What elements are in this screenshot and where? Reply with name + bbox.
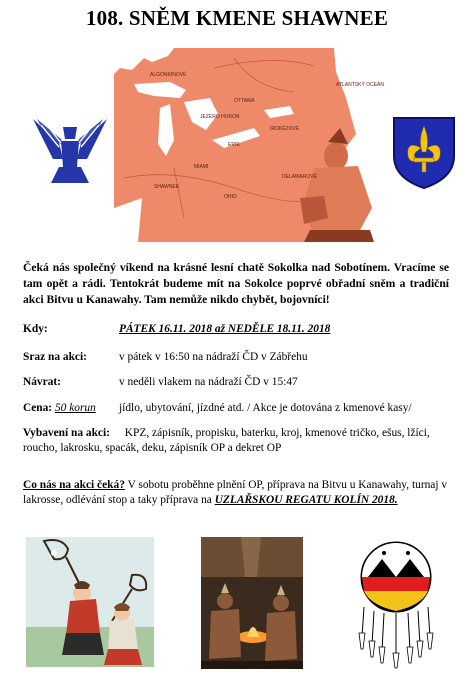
return-label: Návrat: <box>23 376 61 388</box>
price-row <box>23 401 453 416</box>
page-title: 108. SNĚM KMENE SHAWNEE <box>85 6 389 30</box>
return-row <box>23 375 453 390</box>
program-row <box>23 478 453 508</box>
map-label-ocean: ATLANTSKÝ OCEÁN <box>336 82 384 88</box>
return-value: v neděli vlakem na nádraží ČD v 15:47 <box>119 376 298 388</box>
eagle-emblem-icon <box>33 115 107 185</box>
meet-row <box>23 350 453 365</box>
lacrosse-players-illustration <box>26 537 154 667</box>
equipment-label: Vybavení na akci: <box>23 427 110 439</box>
council-fire-painting <box>201 537 303 669</box>
when-value: PÁTEK 16.11. 2018 až NEDĚLE 18.11. 2018 <box>119 323 331 335</box>
map-label: OTTAWA <box>234 98 255 104</box>
price-label: Cena: <box>23 402 53 414</box>
map-label: SHAWNEE <box>154 184 180 190</box>
when-row <box>23 322 453 337</box>
map-label: ALGONKINOVÉ <box>150 72 187 78</box>
equipment-row <box>23 426 453 456</box>
meet-value: v pátek v 16:50 na nádraží ČD v Zábřehu <box>119 351 308 363</box>
map-label: DELAWAROVÉ <box>282 174 317 180</box>
meet-label: Sraz na akci: <box>23 351 87 363</box>
price-amount: 50 korun <box>54 402 96 414</box>
tribal-dreamcatcher-emblem-icon <box>356 537 436 669</box>
map-label: MIAMI <box>194 164 209 170</box>
scout-shield-icon <box>392 116 456 190</box>
great-lakes-map <box>114 48 384 242</box>
program-label: Co nás na akci čeká? <box>23 479 125 491</box>
intro-paragraph: Čeká nás společný víkend na krásné lesní chatě Sokolka nad Sobotínem. Vracíme se tam opět a rádi. Tentokrát budeme mít na Sokolce poprvé obřadní sněm a tradiční akci Bitvu u Kanawahy. Tam nemůže nikdo chybět, bojovníci! <box>23 261 449 306</box>
program-highlight: UZLAŘSKOU REGATU KOLÍN 2018. <box>214 494 398 506</box>
map-label: OHIO <box>224 194 237 200</box>
map-label: JEZERO HURON <box>200 114 240 120</box>
program-text: V sobotu proběhne plnění OP, příprava na Bitvu u Kanawahy, turnaj v lakrosse, odlévání stop a taky příprava na <box>23 479 448 506</box>
map-label: ERIE <box>228 142 240 148</box>
when-label: Kdy: <box>23 323 48 335</box>
equipment-value: KPZ, zápisník, propisku, baterku, kroj, kmenové tričko, ešus, lžíci, roucho, lakrosku, spacák, deku, zápisník OP a dekret OP <box>23 427 430 454</box>
price-value: jídlo, ubytování, jízdné atd. / Akce je dotována z kmenové kasy/ <box>119 402 412 414</box>
map-label: IROKÉZOVÉ <box>270 126 300 132</box>
